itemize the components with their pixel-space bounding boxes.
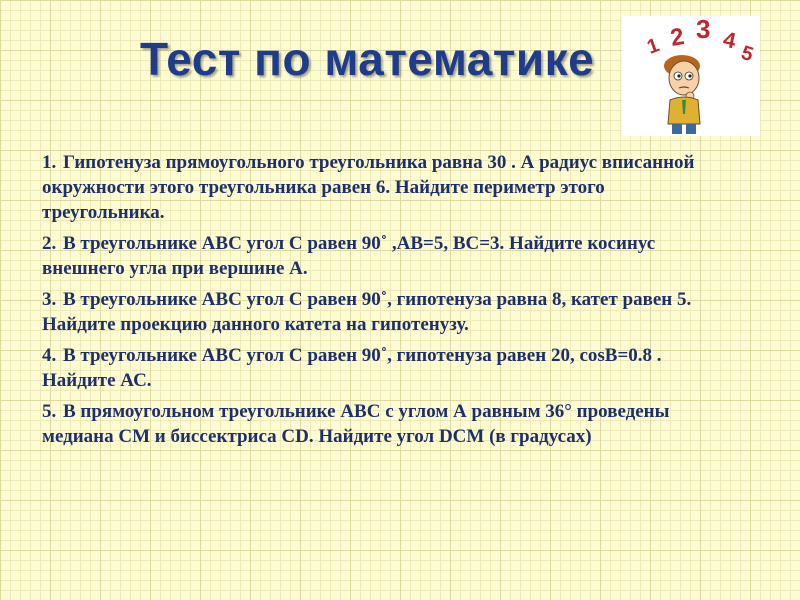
thinking-boy-with-numbers-icon [622,16,760,136]
question-number: 3. [42,289,57,310]
illustration [622,16,760,136]
questions-list [42,150,732,455]
digit-5: 5 [738,41,756,67]
digit-1: 1 [644,34,663,59]
digit-3: 3 [696,16,711,44]
question-text: Гипотенуза прямоугольного треугольника равна 30 . А радиус вписанной окружности этого треугольника равен 6. Найдите периметр этого треугольника. [42,152,695,223]
digit-2: 2 [668,22,687,52]
question-number: 1. [42,152,57,173]
question-text: В прямоугольном треугольнике АВС с углом А равным 36° проведены медиана СМ и биссектриса СD. Найдите угол DCM (в градусах) [42,401,670,447]
question-3 [42,287,732,337]
question-text: В треугольнике АВС угол С равен 90˚, гипотенуза равен 20, cosB=0.8 . Найдите АС. [42,345,662,391]
slide-title: Тест по математике [140,33,595,85]
question-1 [42,150,732,225]
digit-4: 4 [720,26,739,54]
question-number: 4. [42,345,57,366]
question-2 [42,231,732,281]
question-4 [42,343,732,393]
question-5 [42,399,732,449]
question-number: 5. [42,401,57,422]
question-text: В треугольнике АВС угол С равен 90˚, гипотенуза равна 8, катет равен 5. Найдите проекцию данного катета на гипотенузу. [42,289,692,335]
question-number: 2. [42,233,57,254]
question-text: В треугольнике АВС угол С равен 90˚ ,АВ=5, ВС=3. Найдите косинус внешнего угла при вершине А. [42,233,656,279]
